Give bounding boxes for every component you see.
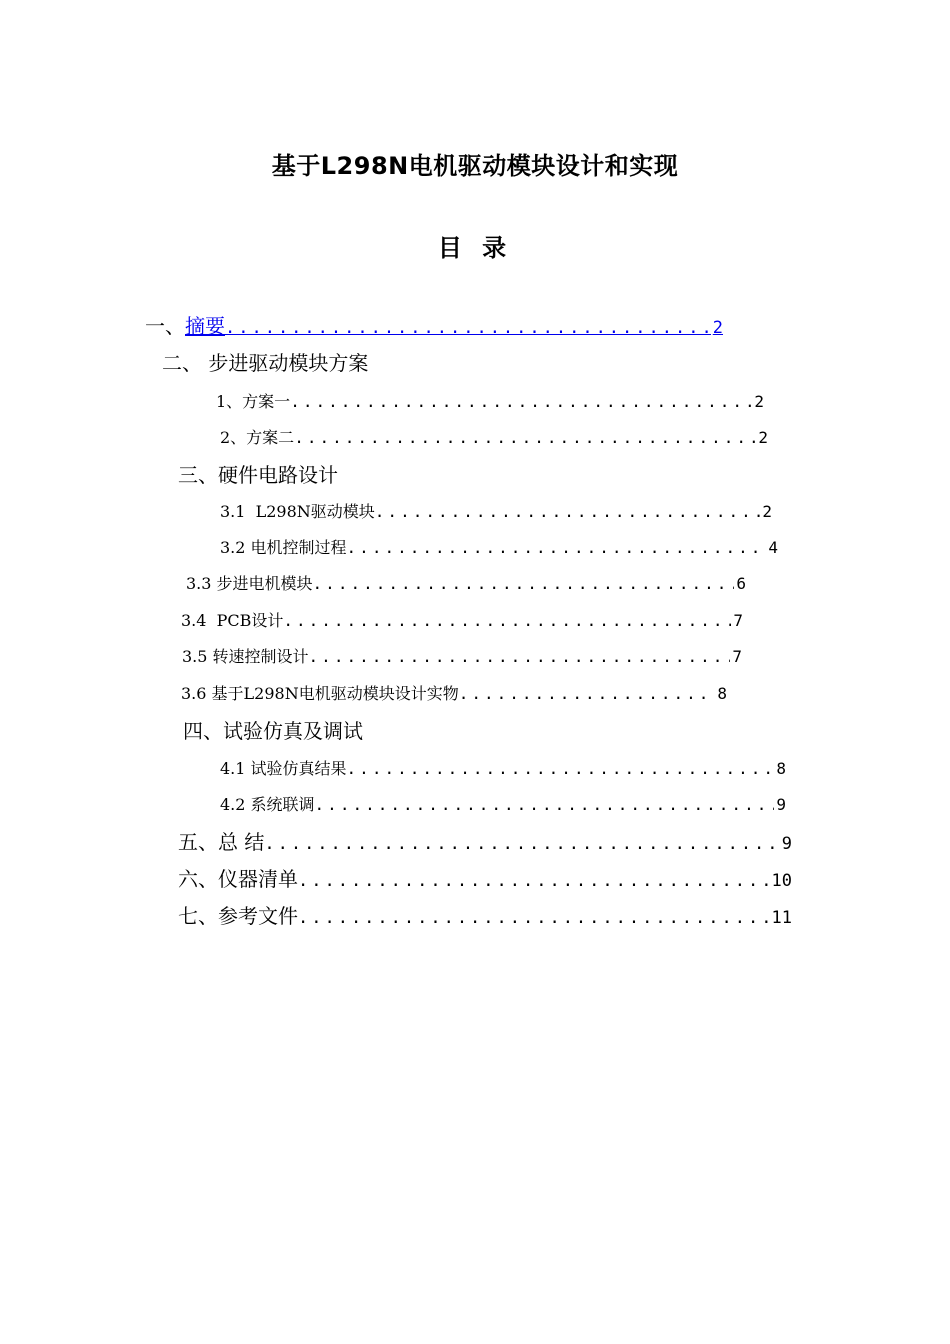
toc-entry-label: 六、仪器清单 — [178, 867, 298, 891]
toc-heading: 目 录 — [437, 234, 513, 262]
toc-entry-label: 4.2 系统联调 — [220, 795, 315, 814]
toc-entry-label: 3.3 步进电机模块 — [186, 574, 313, 593]
toc-entry-page: 2 — [758, 428, 768, 447]
toc-leader — [283, 611, 731, 630]
toc-link-abstract[interactable] — [185, 310, 723, 339]
toc-entry-section-6[interactable] — [178, 863, 792, 892]
toc-entry-label: 五、总 结 — [178, 830, 265, 854]
toc-entry-page: 7 — [732, 647, 742, 666]
toc-entry-page: 2 — [712, 318, 723, 338]
toc-leader — [313, 574, 735, 593]
toc-entry-page: 4 — [768, 538, 778, 557]
toc-entry-prefix: 一、 — [145, 314, 185, 338]
toc-entry-page: 6 — [736, 574, 746, 593]
toc-entry-3-4[interactable] — [181, 608, 743, 631]
toc-entry-page: 7 — [733, 611, 743, 630]
toc-leader — [290, 392, 752, 411]
toc-leader — [264, 834, 779, 854]
toc-leader — [298, 871, 770, 891]
toc-entry-page: 8 — [776, 759, 786, 778]
toc-entry-4-2[interactable] — [220, 792, 786, 815]
toc-entry-page: 2 — [754, 392, 764, 411]
toc-entry-label: 摘要 — [185, 314, 225, 338]
toc-entry-3-6[interactable] — [181, 681, 727, 704]
toc-leader — [375, 502, 761, 521]
toc-leader — [315, 795, 775, 814]
toc-entry-label: 3.2 电机控制过程 — [220, 538, 347, 557]
toc-entry-3-1[interactable] — [220, 499, 772, 522]
toc-entry-section-3[interactable] — [178, 459, 338, 488]
toc-entry-4-1[interactable] — [220, 756, 786, 779]
toc-entry-page: 9 — [776, 795, 786, 814]
toc-leader — [294, 428, 756, 447]
toc-entry-abstract[interactable] — [145, 310, 723, 339]
toc-entry-label: 三、硬件电路设计 — [178, 463, 338, 487]
toc-entry-section-4[interactable] — [183, 715, 363, 744]
toc-entry-page: 8 — [717, 684, 727, 703]
toc-entry-2-1[interactable] — [216, 389, 764, 412]
toc-entry-2-2[interactable] — [220, 425, 768, 448]
toc-entry-label: 3.4 PCB设计 — [181, 611, 284, 630]
toc-entry-label: 3.6 基于L298N电机驱动模块设计实物 — [181, 684, 459, 703]
toc-entry-page: 9 — [781, 834, 792, 854]
toc-entry-label: 2、方案二 — [220, 428, 295, 447]
toc-entry-label: 四、试验仿真及调试 — [183, 719, 363, 743]
toc-entry-page: 10 — [771, 871, 792, 891]
toc-entry-label: 3.5 转速控制设计 — [182, 647, 309, 666]
toc-leader — [309, 647, 731, 666]
toc-entry-section-5[interactable] — [178, 826, 792, 855]
document-title: 基于L298N电机驱动模块设计和实现 — [271, 152, 679, 180]
toc-entry-label: 1、方案一 — [216, 392, 291, 411]
toc-entry-label: 3.1 L298N驱动模块 — [220, 502, 375, 521]
toc-entry-section-7[interactable] — [178, 900, 792, 929]
toc-leader — [225, 318, 711, 338]
toc-leader — [459, 684, 716, 703]
toc-entry-page: 2 — [762, 502, 772, 521]
toc-entry-label: 4.1 试验仿真结果 — [220, 759, 347, 778]
toc-leader — [347, 538, 767, 557]
toc-entry-section-2[interactable] — [162, 347, 368, 376]
toc-entry-3-2[interactable] — [220, 535, 778, 558]
toc-entry-page: 11 — [771, 908, 792, 928]
toc-entry-3-3[interactable] — [186, 571, 746, 594]
toc-leader — [298, 908, 770, 928]
toc-entry-label: 七、参考文件 — [178, 904, 298, 928]
toc-entry-3-5[interactable] — [182, 644, 742, 667]
toc-entry-label: 二、 步进驱动模块方案 — [162, 351, 369, 375]
toc-leader — [347, 759, 775, 778]
